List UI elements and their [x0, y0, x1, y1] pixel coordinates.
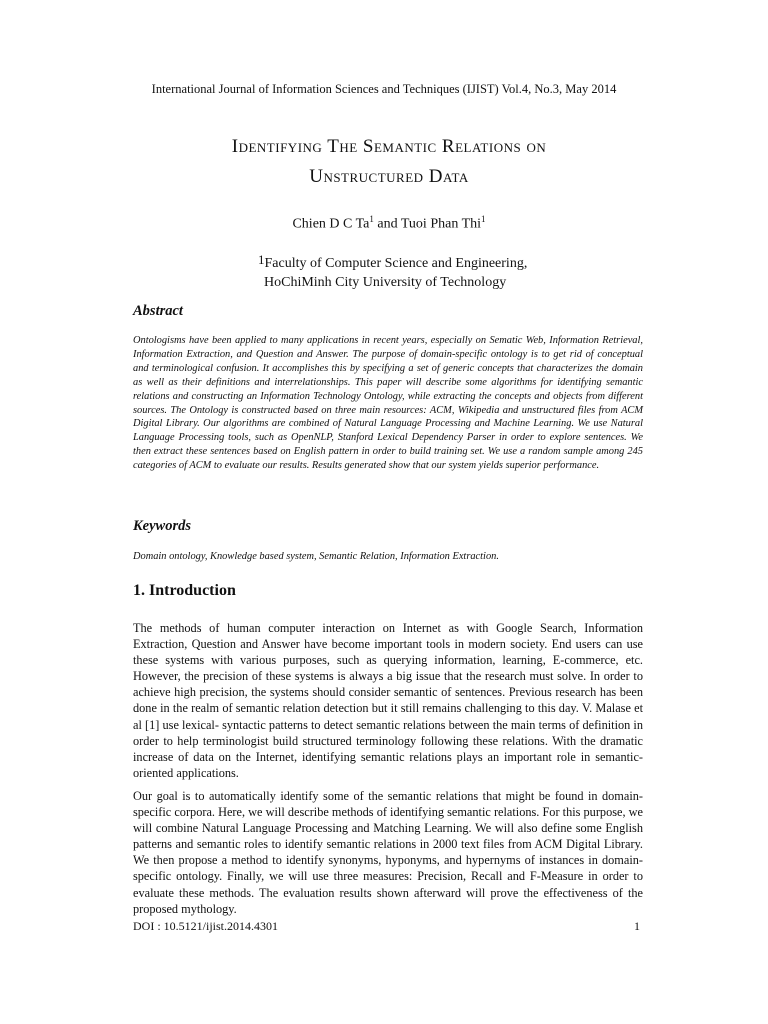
affiliation-mark: 1: [258, 252, 265, 267]
title-line-2: Unstructured Data: [309, 166, 469, 187]
author-1: Chien D C Ta: [292, 216, 370, 232]
author-1-affil-mark: 1: [369, 214, 374, 224]
title-line-1: Identifying The Semantic Relations on: [231, 136, 547, 157]
keywords-heading: Keywords: [133, 518, 191, 534]
introduction-paragraph-2: Our goal is to automatically identify some of the semantic relations that might be found in domain-specific corpora. Here, we will describe methods of identifying semantic relations. For this purpose, we will combine Natural Language Processing and Matching Learning. We will also define some English patterns and semantic roles to identify semantic relations in 2000 text files from ACM Digital Library. We then propose a method to identify synonyms, hyponyms, and hypernyms of instances in domain-specific ontology. Finally, we will use three measures: Precision, Recall and F-Measure in order to evaluate these methods. The evaluation results shown afterward will prove the effectiveness of the proposed mythology.: [133, 789, 643, 916]
affiliation-line-2: HoChiMinh City University of Technology: [264, 275, 507, 290]
author-separator: and: [373, 216, 401, 232]
author-2: Tuoi Phan Thi: [400, 216, 482, 232]
abstract-heading: Abstract: [133, 303, 183, 319]
page-number: 1: [634, 919, 640, 933]
introduction-heading: 1. Introduction: [133, 582, 236, 599]
keywords-text: Domain ontology, Knowledge based system, Semantic Relation, Information Extraction.: [133, 551, 499, 562]
doi-footer: DOI : 10.5121/ijist.2014.4301: [133, 919, 279, 933]
author-2-affil-mark: 1: [481, 214, 486, 224]
paper-title: [100, 132, 678, 192]
affiliation: [258, 250, 527, 292]
introduction-paragraph-1: The methods of human computer interaction on Internet as with Google Search, Information Extraction, Question and Answer have become important tools in modern society. End users can use these systems with various purposes, such as querying information, learning, E-commerce, etc. However, the precision of these systems is always a big issue that the research must solve. In order to achieve high precision, the systems should consider semantic of sentences. Previous research has been done in the realm of semantic relation detection but it still remains challenging to this day. V. Malase et al [1] use lexical- syntactic patterns to detect semantic relations between the main terms of definition in order to help terminologist build structured terminology following these relations. With the dramatic increase of data on the Internet, identifying semantic relations plays an important role in semantic-oriented applications.: [133, 621, 643, 780]
authors: [0, 214, 768, 233]
abstract-text: Ontologisms have been applied to many applications in recent years, especially on Sematic Web, Information Retrieval, Information Extraction, and Question and Answer. The purpose of domain-specific ontology is to get rid of conceptual and terminological confusion. It accomplishes this by specifying a set of generic concepts that characterizes the domain as well as their definitions and interrelationships. This paper will describe some algorithms for identifying semantic relations and constructing an Information Technology Ontology, while extracting the concepts and objects from different sources. The Ontology is constructed based on three main resources: ACM, Wikipedia and unstructured files from ACM Digital Library. Our algorithms are combined of Natural Language Processing and Machine Learning. We use Natural Language Processing tools, such as OpenNLP, Stanford Lexical Dependency Parser in order to explore sentences. We then extract these sentences based on English pattern in order to build training set. We use a random sample among 245 categories of ACM to evaluate our results. Results generated show that our system yields superior performance.: [133, 335, 643, 472]
affiliation-line-1: Faculty of Computer Science and Engineering,: [264, 256, 528, 271]
journal-header: International Journal of Information Sciences and Techniques (IJIST) Vol.4, No.3, May 2014: [151, 82, 617, 96]
